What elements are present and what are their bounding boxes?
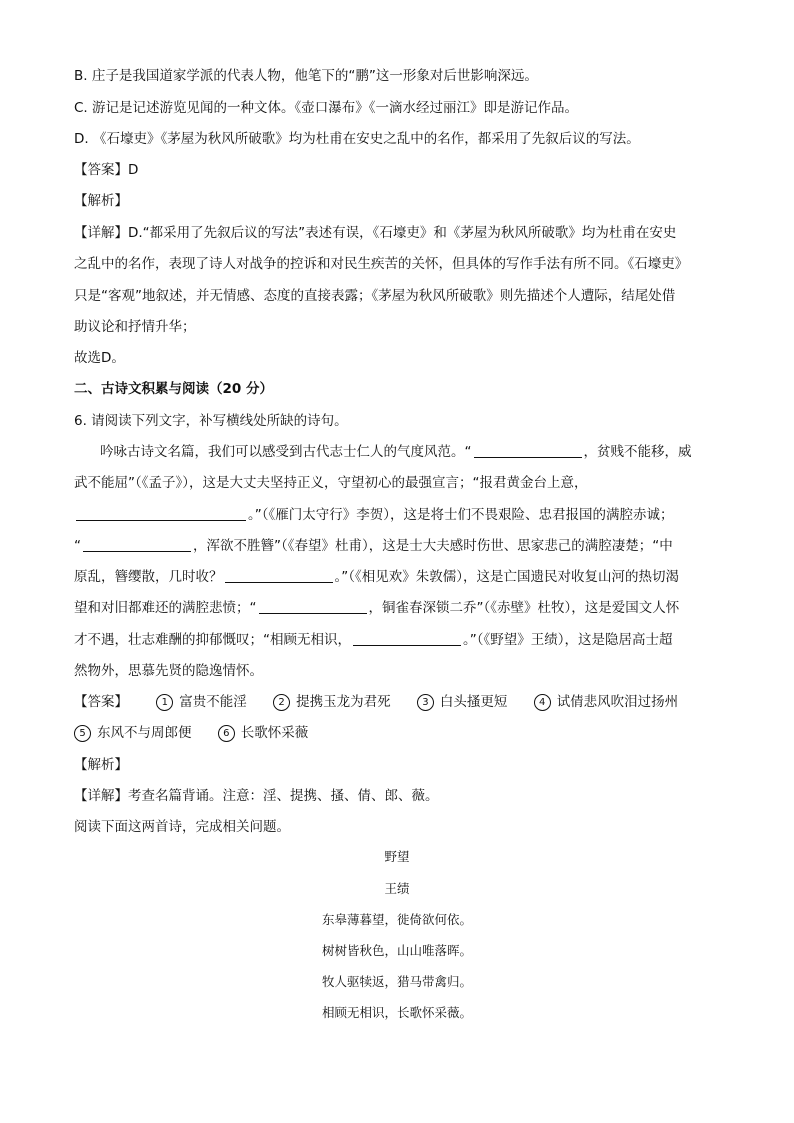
answer-row-q6 bbox=[74, 692, 678, 712]
answer-number: 6 bbox=[218, 725, 235, 742]
answer-value: D bbox=[128, 162, 139, 178]
answer-item bbox=[74, 725, 192, 741]
detail-line: 之乱中的名作，表现了诗人对战争的控诉和对民生疾苦的关怀，但具体的写作手法有所不同。《石壕吏》 bbox=[74, 256, 689, 272]
detail-line: 【详解】考查名篇背诵。注意：淫、提携、搔、倩、郎、薇。 bbox=[74, 788, 439, 804]
fill-blank-2[interactable] bbox=[76, 506, 246, 521]
passage-text: ，铜雀春深锁二乔”（《赤壁》杜牧），这是爱国文人怀 bbox=[368, 600, 680, 616]
fill-blank-3[interactable] bbox=[83, 537, 191, 552]
passage-text: 。”（《雁门太守行》李贺），这是将士们不畏艰险、忠君报国的满腔赤诚； bbox=[248, 507, 674, 523]
question-6-prompt: 6. 请阅读下列文字，补写横线处所缺的诗句。 bbox=[74, 413, 348, 429]
passage-line-5 bbox=[74, 567, 679, 587]
poem-line: 相顾无相识，长歌怀采薇。 bbox=[321, 1005, 472, 1020]
passage-line-7 bbox=[74, 630, 673, 650]
answer-number: 5 bbox=[74, 725, 91, 742]
fill-blank-4[interactable] bbox=[225, 568, 333, 583]
answer-text: 东风不与周郎便 bbox=[97, 725, 192, 741]
passage-text: 。”（《相见欢》朱敦儒），这是亡国遗民对收复山河的热切渴 bbox=[334, 569, 679, 585]
detail-line: 故选D。 bbox=[74, 350, 125, 366]
answer-item bbox=[156, 694, 247, 710]
reading-intro: 阅读下面这两首诗，完成相关问题。 bbox=[74, 819, 290, 835]
fill-blank-6[interactable] bbox=[353, 631, 461, 646]
poem-line: 牧人驱犊返，猎马带禽归。 bbox=[321, 974, 472, 989]
passage-text: 。”（《野望》王绩），这是隐居高士超 bbox=[463, 632, 673, 648]
analysis-label-q6: 【解析】 bbox=[74, 757, 128, 773]
answer-row-q5 bbox=[74, 160, 138, 180]
passage-text: 原乱，簪缨散，几时收？ bbox=[74, 569, 223, 585]
passage-line-1 bbox=[100, 442, 692, 462]
poem-author: 王绩 bbox=[384, 881, 410, 896]
passage-line-2: 武不能屈”（《孟子》），这是大丈夫坚持正义，守望初心的最强宣言；“报君黄金台上意， bbox=[74, 475, 588, 491]
answer-text: 白头搔更短 bbox=[439, 694, 508, 710]
answer-text: 富贵不能淫 bbox=[179, 694, 247, 710]
poem-title: 野望 bbox=[384, 849, 410, 864]
passage-text: ，浑欲不胜簪”（《春望》杜甫），这是士大夫感时伤世、思家悲己的满腔凄楚；“中 bbox=[193, 538, 673, 554]
passage-line-4 bbox=[74, 536, 673, 556]
answer-text: 提携玉龙为君死 bbox=[296, 694, 391, 710]
fill-blank-1[interactable] bbox=[474, 443, 582, 458]
answer-item bbox=[417, 694, 508, 710]
analysis-label-q5: 【解析】 bbox=[74, 193, 128, 209]
passage-line-6 bbox=[74, 598, 679, 618]
option-d: D. 《石壕吏》《茅屋为秋风所破歌》均为杜甫在安史之乱中的名作，都采用了先叙后议的写法。 bbox=[74, 131, 640, 147]
poem-line: 东皋薄暮望，徙倚欲何依。 bbox=[321, 912, 472, 927]
option-c: C. 游记是记述游览见闻的一种文体。《壶口瀑布》《一滴水经过丽江》即是游记作品。 bbox=[74, 100, 579, 116]
answer-item bbox=[218, 725, 309, 741]
passage-line-8: 然物外，思慕先贤的隐逸情怀。 bbox=[74, 663, 263, 679]
answer-row-q6-cont bbox=[74, 723, 330, 743]
answer-label: 【答案】 bbox=[74, 162, 128, 178]
detail-line: 【详解】D.“都采用了先叙后议的写法”表述有误，《石壕吏》和《茅屋为秋风所破歌》均为杜甫在安史 bbox=[74, 225, 677, 241]
fill-blank-5[interactable] bbox=[259, 599, 367, 614]
passage-text: “ bbox=[74, 538, 81, 554]
answer-label: 【答案】 bbox=[74, 694, 128, 710]
answer-text: 长歌怀采薇 bbox=[240, 725, 309, 741]
poem-line: 树树皆秋色，山山唯落晖。 bbox=[321, 943, 472, 958]
passage-line-3 bbox=[74, 505, 674, 525]
answer-number: 2 bbox=[273, 694, 290, 711]
passage-text: 才不遇，壮志难酬的抑郁慨叹；“相顾无相识， bbox=[74, 632, 351, 648]
passage-text: 望和对旧都难还的满腔悲愤；“ bbox=[74, 600, 257, 616]
answer-item bbox=[534, 694, 679, 710]
answer-number: 1 bbox=[156, 694, 173, 711]
option-b: B. 庄子是我国道家学派的代表人物，他笔下的“鹏”这一形象对后世影响深远。 bbox=[74, 68, 538, 84]
answer-item bbox=[273, 694, 391, 710]
detail-line: 只是“客观”地叙述，并无情感、态度的直接表露；《茅屋为秋风所破歌》则先描述个人遭际，结尾处借 bbox=[74, 288, 676, 304]
answer-number: 4 bbox=[534, 694, 551, 711]
passage-text: ，贫贱不能移，威 bbox=[583, 444, 692, 460]
answer-number: 3 bbox=[417, 694, 434, 711]
detail-line: 助议论和抒情升华； bbox=[74, 319, 196, 335]
section-heading: 二、古诗文积累与阅读（20 分） bbox=[74, 381, 273, 397]
answer-text: 试倩悲风吹泪过扬州 bbox=[556, 694, 679, 710]
passage-text: 吟咏古诗文名篇，我们可以感受到古代志士仁人的气度风范。“ bbox=[100, 444, 472, 460]
